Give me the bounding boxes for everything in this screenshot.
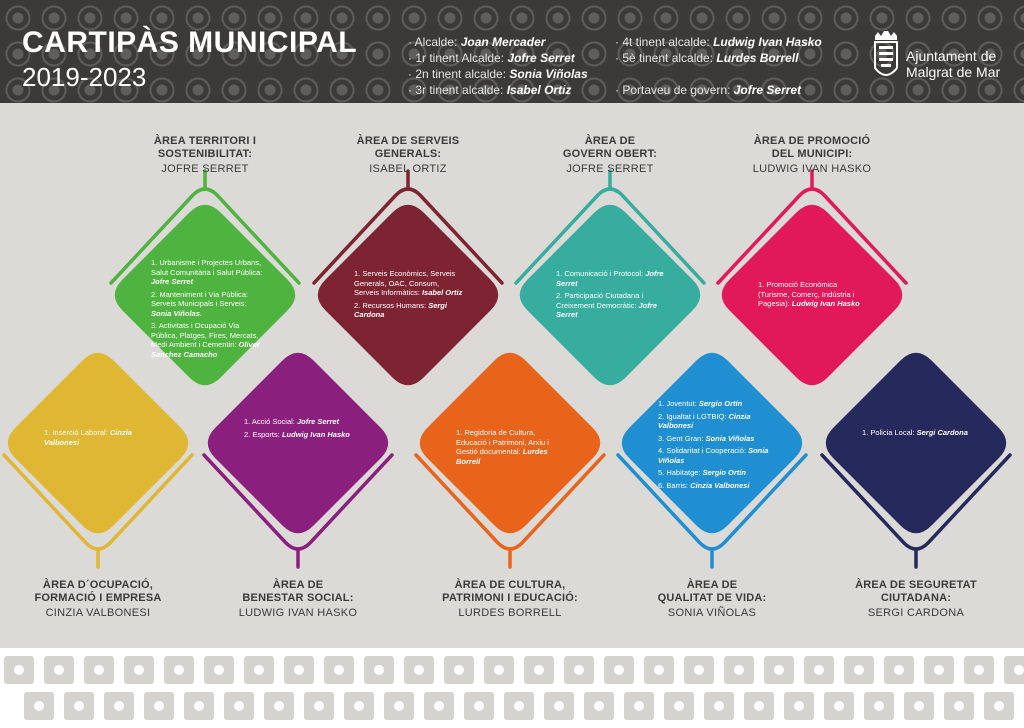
- municipality-name: Ajuntament de Malgrat de Mar: [906, 48, 1001, 80]
- flower-tile: [564, 656, 594, 684]
- area-seguretat: [822, 353, 1010, 567]
- official-line: · 2n tinent alcalde: Sonia Viñolas: [408, 67, 588, 81]
- area-responsible: LURDES BORRELL: [458, 607, 562, 619]
- area-item: 5. Habitatge: Sergio Ortín: [658, 468, 746, 477]
- flower-tile: [484, 656, 514, 684]
- official-line: · 1r tinent Alcalde: Jofre Serret: [408, 51, 575, 65]
- flower-tile: [304, 692, 334, 720]
- flower-tile: [464, 692, 494, 720]
- areas-diagram: [0, 103, 1024, 648]
- area-responsible: JOFRE SERRET: [566, 163, 654, 175]
- area-name: ÀREA DE SERVEIS GENERALS:: [356, 135, 460, 160]
- flower-tile: [984, 692, 1014, 720]
- flower-tile: [224, 692, 254, 720]
- flower-tile: [424, 692, 454, 720]
- area-responsible: CINZIA VALBONESI: [45, 607, 151, 619]
- area-item: 1. Promoció Econòmica (Turisme, Comerç, Indústria i Pagesia): Ludwig Ivan Hasko: [758, 280, 860, 308]
- flower-tile: [104, 692, 134, 720]
- flower-tile: [904, 692, 934, 720]
- area-name: ÀREA DE PROMOCIÓ DEL MUNICIPI:: [753, 135, 871, 160]
- area-item: 1. Comunicació i Protocol: Jofre Serret: [556, 269, 664, 288]
- officials-right-list: [615, 34, 822, 98]
- flower-tile: [544, 692, 574, 720]
- flower-tile: [404, 656, 434, 684]
- flower-tile: [744, 692, 774, 720]
- area-heading-ocupacio: [13, 579, 183, 619]
- flower-tile: [264, 692, 294, 720]
- officials-left-list: [408, 34, 588, 98]
- flower-tile: [204, 656, 234, 684]
- official-line: [615, 66, 822, 82]
- area-item: 3. Activitats i Ocupació Via Pública, Platges, Fires, Mercats, Medi Ambient i Cementiri: Oliver Sanchez Camacho: [151, 321, 260, 359]
- flower-tile: [444, 656, 474, 684]
- area-item: 1. Acció Social: Jofre Serret: [244, 417, 340, 426]
- flower-tile: [84, 656, 114, 684]
- flower-tile: [1004, 656, 1024, 684]
- flower-tile: [664, 692, 694, 720]
- flower-tile: [244, 656, 274, 684]
- footer-flower-tiles: [0, 648, 1024, 728]
- area-name: ÀREA D´OCUPACIÓ, FORMACIÓ I EMPRESA: [34, 579, 162, 604]
- area-ocupacio: [4, 353, 192, 567]
- flower-tile: [804, 656, 834, 684]
- area-content-territori: [151, 258, 263, 362]
- area-heading-qualitat: [627, 579, 797, 619]
- area-responsible: ISABEL ORTIZ: [369, 163, 447, 175]
- area-item: 2. Recursos Humans: Sergi Cardona: [354, 300, 447, 319]
- area-item: 1. Policia Local: Sergi Cardona: [862, 428, 968, 437]
- area-item: 4. Solidaritat i Cooperació: Sonia Viñolas: [658, 446, 769, 465]
- flower-tile: [684, 656, 714, 684]
- area-name: ÀREA DE CULTURA, PATRIMONI I EDUCACIÓ:: [442, 579, 578, 604]
- flower-tile: [704, 692, 734, 720]
- area-responsible: LUDWIG IVAN HASKO: [238, 607, 358, 619]
- flower-tile: [344, 692, 374, 720]
- area-heading-cultura: [425, 579, 595, 619]
- flower-tile: [364, 656, 394, 684]
- area-diamond-benestar: [208, 353, 388, 533]
- castle-coat-of-arms-icon: [872, 30, 900, 82]
- flower-tile: [824, 692, 854, 720]
- flower-tile: [724, 656, 754, 684]
- area-item: 2. Manteniment i Via Pública: Serveis Municipals i Serveis: Sonia Viñolas.: [151, 289, 248, 318]
- area-heading-seguretat: [831, 579, 1001, 619]
- flower-tile: [944, 692, 974, 720]
- area-heading-benestar: [213, 579, 383, 619]
- area-heading-promocio: [727, 135, 897, 175]
- area-item: 1. Serveis Econòmics, Serveis Generals, OAC, Consum, Serveis Informàtics: Isabel Ortiz: [354, 269, 463, 297]
- area-content-serveis: [354, 269, 466, 323]
- official-line: · Portaveu de govern: Jofre Serret: [615, 83, 802, 97]
- flower-tile: [184, 692, 214, 720]
- area-content-govern: [556, 269, 668, 323]
- area-name: ÀREA DE BENESTAR SOCIAL:: [242, 579, 354, 604]
- area-heading-govern: [525, 135, 695, 175]
- flower-tile: [124, 656, 154, 684]
- area-content-qualitat: [658, 399, 770, 493]
- flower-tile: [764, 656, 794, 684]
- area-content-promocio: [758, 280, 870, 312]
- area-responsible: JOFRE SERRET: [161, 163, 249, 175]
- flower-tile: [624, 692, 654, 720]
- flower-tile: [504, 692, 534, 720]
- flower-tile: [924, 656, 954, 684]
- area-content-seguretat: [862, 428, 974, 441]
- area-promocio: [718, 171, 906, 385]
- flower-tile: [164, 656, 194, 684]
- flower-tile: [864, 692, 894, 720]
- official-line: · 3r tinent alcalde: Isabel Ortiz: [408, 83, 572, 97]
- flower-tile: [64, 692, 94, 720]
- area-item: 1. Regidoria de Cultura, Educació i Patrimoni, Arxiu i Gestió documental: Lurdes Borrell: [456, 428, 549, 466]
- page-years: 2019-2023: [22, 62, 147, 92]
- area-name: ÀREA DE SEGURETAT CIUTADANA:: [855, 579, 977, 604]
- area-content-benestar: [244, 417, 356, 442]
- areas-diagram-svg: [0, 103, 1024, 648]
- area-benestar: [204, 353, 392, 567]
- area-name: ÀREA DE QUALITAT DE VIDA:: [657, 579, 767, 604]
- flower-tile: [284, 656, 314, 684]
- flower-tile: [384, 692, 414, 720]
- area-item: 2. Esports: Ludwig Ivan Hasko: [244, 429, 350, 439]
- area-item: 6. Barris: Cinzia Valbonesi: [658, 480, 750, 490]
- official-line: · 4t tinent alcalde: Ludwig Ivan Hasko: [615, 35, 822, 49]
- area-item: 1. Inserció Laboral: Cinzia Valbonesi: [44, 428, 132, 447]
- flower-tile: [44, 656, 74, 684]
- flower-tile: [784, 692, 814, 720]
- flower-tile: [324, 656, 354, 684]
- flower-tile: [844, 656, 874, 684]
- flower-tile: [964, 656, 994, 684]
- area-heading-serveis: [323, 135, 493, 175]
- flower-tile: [24, 692, 54, 720]
- official-line: · Alcalde: Joan Mercader: [408, 35, 546, 49]
- area-item: 2. Igualtat i LGTBIQ: Cinzia Valbonesi: [658, 411, 751, 430]
- area-item: 1. Joventut: Sergio Ortín: [658, 399, 743, 408]
- area-responsible: SONIA VIÑOLAS: [667, 607, 757, 619]
- page-title: CARTIPÀS MUNICIPAL: [22, 26, 358, 59]
- area-diamond-seguretat: [826, 353, 1006, 533]
- official-line: · 5è tinent alcalde: Lurdes Borrell: [615, 51, 799, 65]
- flower-tile: [584, 692, 614, 720]
- area-item: 2. Participació Ciutadana i Creixement Democràtic: Jofre Serret: [556, 291, 657, 319]
- flower-tile: [4, 656, 34, 684]
- area-responsible: SERGI CARDONA: [867, 607, 965, 619]
- area-responsible: LUDWIG IVAN HASKO: [752, 163, 872, 175]
- flower-tile: [644, 656, 674, 684]
- area-content-cultura: [456, 428, 568, 469]
- area-heading-territori: [120, 135, 290, 175]
- area-content-ocupacio: [44, 428, 156, 450]
- flower-tile: [144, 692, 174, 720]
- area-item: 3. Gent Gran: Sonia Viñolas: [658, 433, 755, 443]
- flower-tile: [524, 656, 554, 684]
- area-name: ÀREA DE GOVERN OBERT:: [562, 135, 658, 160]
- area-name: ÀREA TERRITORI I SOSTENIBILITAT:: [153, 135, 257, 160]
- header-banner: [0, 0, 1024, 103]
- flower-tile: [604, 656, 634, 684]
- flower-tile: [884, 656, 914, 684]
- area-item: 1. Urbanisme i Projectes Urbans, Salut Comunitària i Salut Pública: Jofre Serret: [151, 258, 263, 286]
